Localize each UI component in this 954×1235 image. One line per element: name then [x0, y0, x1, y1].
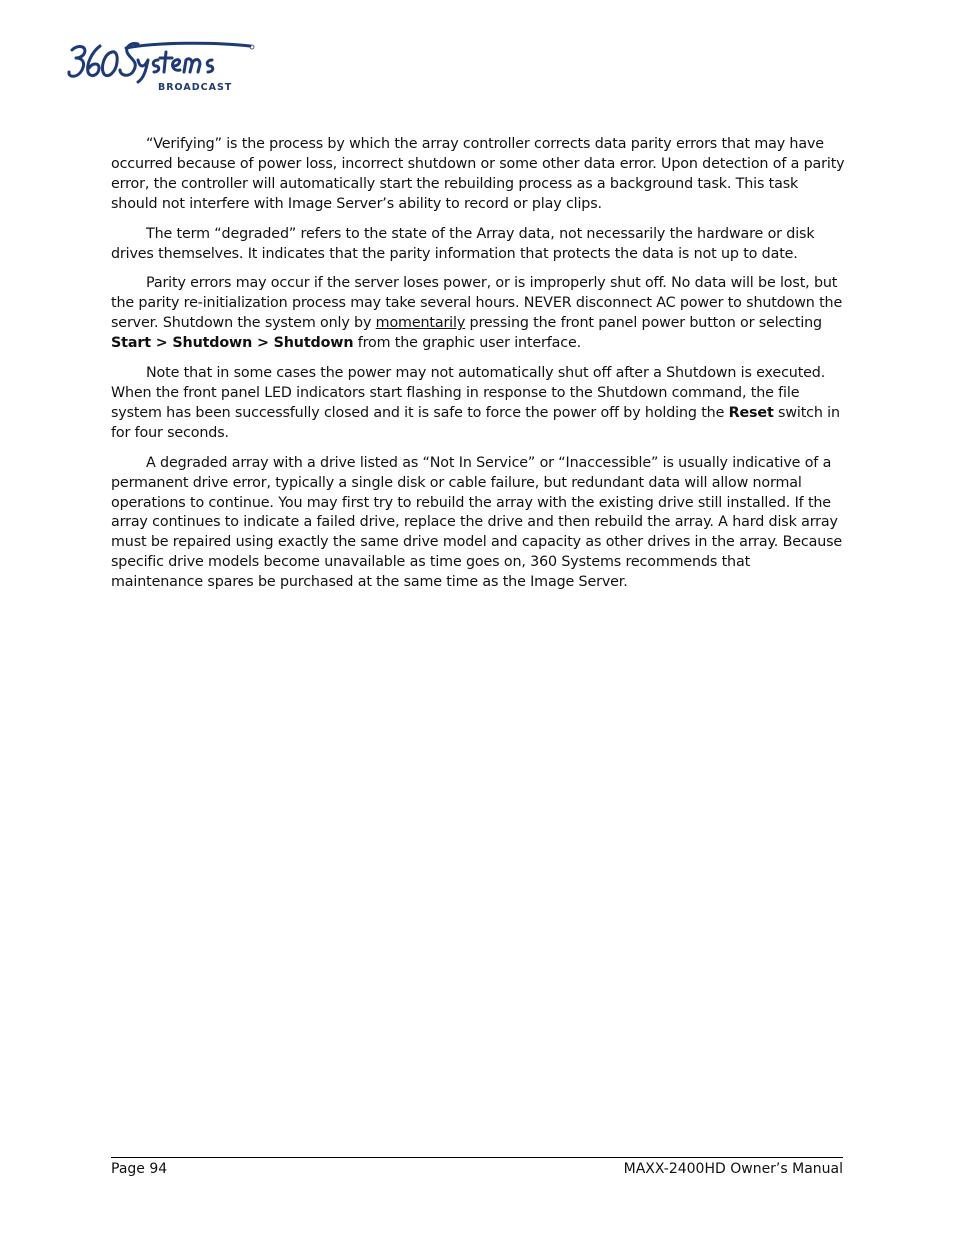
- text-segment: switch in for four seconds.: [111, 404, 840, 441]
- logo-script-mark: [66, 38, 258, 84]
- text-segment: from the graphic user interface.: [353, 335, 582, 352]
- menu-path: Start > Shutdown > Shutdown: [111, 335, 354, 352]
- footer-divider: [111, 1157, 843, 1158]
- document-body: [111, 135, 845, 603]
- text-segment: pressing the front panel power button or selecting: [465, 315, 822, 332]
- underlined-term: momentarily: [375, 315, 466, 332]
- company-logo: [66, 38, 258, 100]
- paragraph-verifying: “Verifying” is the process by which the array controller corrects data parity errors that may have occurred because of power loss, incorrect shutdown or some other data error. Upon detection of a parity error, the controller will automatically start the rebuilding process as a background task. This task should not interfere with Image Server’s ability to record or play clips.: [111, 136, 845, 212]
- manual-title: MAXX-2400HD Owner’s Manual: [623, 1161, 843, 1177]
- paragraph-parity-errors: [111, 274, 845, 354]
- paragraph-degraded-array: A degraded array with a drive listed as “Not In Service” or “Inaccessible” is usually indicative of a permanent drive error, typically a single disk or cable failure, but redundant data will allow normal operations to continue. You may first try to rebuild the array with the existing drive still installed. If the array continues to indicate a failed drive, replace the drive and then rebuild the array. A hard disk array must be repaired using exactly the same drive model and capacity as other drives in the array. Because specific drive models become unavailable as time goes on, 360 Systems recommends that maintenance spares be purchased at the same time as the Image Server.: [111, 454, 843, 591]
- paragraph-degraded: The term “degraded” refers to the state of the Array data, not necessarily the hardware or disk drives themselves. It indicates that the parity information that protects the data is not up to date.: [111, 225, 815, 262]
- text-segment: Note that in some cases the power may not automatically shut off after a Shutdown is executed. When the front panel LED indicators start flashing in response to the Shutdown command, the file system has been successfully closed and it is safe to force the power off by holding the: [111, 365, 826, 421]
- paragraph-shutdown-note: [111, 364, 845, 444]
- page-number: Page 94: [111, 1161, 168, 1177]
- logo-subtitle: BROADCAST: [158, 82, 233, 93]
- text-segment: Parity errors may occur if the server loses power, or is improperly shut off. No data will be lost, but the parity re-initialization process may take several hours. NEVER disconnect AC power to shutdown the server. Shutdown the system only by: [111, 275, 843, 332]
- reset-switch-label: Reset: [728, 404, 774, 421]
